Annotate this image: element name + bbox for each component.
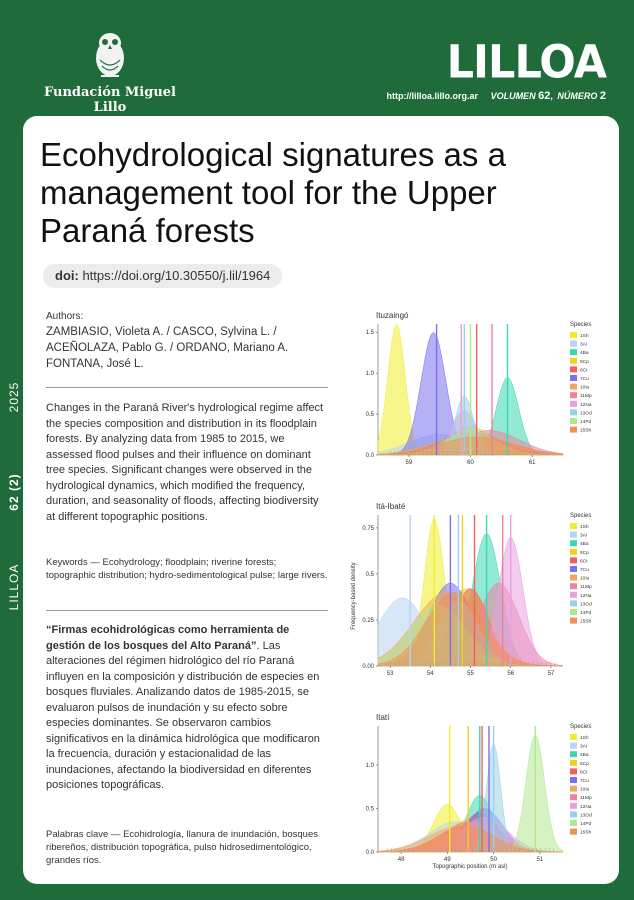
legend-label: 3Ai [580, 342, 587, 348]
issue-number: 2 [599, 90, 606, 102]
x-tick-label: 53 [386, 671, 394, 677]
number-label: NÚMERO [557, 91, 598, 101]
y-tick-label: 0.5 [365, 412, 374, 419]
x-tick-label: 50 [490, 857, 497, 863]
legend-swatch [570, 583, 577, 589]
legend-swatch [570, 618, 577, 624]
y-axis-label: Frequency-based density [351, 562, 357, 630]
legend-label: 6Ct [580, 368, 588, 374]
legend-swatch [570, 392, 577, 398]
doi-badge[interactable] [43, 264, 282, 288]
x-tick-label: 59 [405, 460, 413, 466]
legend-swatch [570, 829, 577, 835]
panel-title: Itá-Ibaté [376, 502, 406, 511]
legend-swatch [570, 600, 577, 606]
legend-swatch [570, 384, 577, 390]
authors-heading: Authors: [46, 311, 84, 322]
legend-swatch [570, 366, 577, 372]
legend-title: Species [570, 322, 592, 328]
journal-url[interactable]: http://lilloa.lillo.org.ar [386, 91, 479, 101]
legend-label: 4Ba [580, 351, 589, 357]
owl-icon [87, 30, 133, 78]
legend-swatch [570, 418, 577, 424]
y-tick-label: 0.5 [365, 571, 374, 578]
x-tick-label: 56 [507, 671, 515, 677]
legend-swatch [570, 803, 577, 809]
legend-label: 5Cp [580, 359, 589, 365]
legend-label: 12Na [580, 402, 592, 408]
x-tick-label: 60 [467, 460, 474, 466]
legend-label: 1Sh [580, 525, 589, 530]
side-issue: 62 (2) [7, 473, 21, 511]
legend-label: 4Ba [580, 753, 589, 759]
legend-label: 6Ct [580, 559, 588, 565]
legend-label: 4Ba [580, 542, 589, 548]
legend-label: 1Sh [580, 334, 589, 339]
panel-1 [366, 311, 592, 466]
legend-label: 3Ai [580, 744, 587, 750]
legend-label: 15Sh [580, 619, 592, 625]
legend-swatch [570, 549, 577, 555]
legend-title: Species [570, 724, 592, 730]
panel-title: Ituzaingó [376, 311, 409, 320]
legend-swatch [570, 592, 577, 598]
legend-label: 7Cu [580, 377, 589, 382]
palabras-text: Ecohidrología, llanura de inundación, bosques ribereños, distribución topográfica, pulso hidrosedimentológico, grandes ríos. [46, 829, 318, 866]
foundation-logo [40, 30, 180, 127]
legend-label: 14Pd [580, 822, 592, 827]
journal-info: http://lilloa.lillo.org.ar VOLUMEN 62, NÚMERO 2 [386, 90, 606, 102]
legend-swatch [570, 557, 577, 563]
legend-swatch [570, 794, 577, 800]
legend-label: 1Sh [580, 736, 589, 741]
resumen-title: “Firmas ecohidrológicas como herramienta de gestión de los bosques del Alto Paraná” [46, 624, 290, 652]
legend-label: 5Cp [580, 550, 589, 556]
journal-logo: LILLOA [446, 36, 606, 90]
legend-swatch [570, 409, 577, 415]
legend-label: 14Pd [580, 611, 592, 616]
legend-swatch [570, 540, 577, 546]
y-tick-label: 0.25 [362, 617, 374, 624]
keywords-label: Keywords [46, 557, 88, 568]
x-tick-label: 48 [397, 857, 405, 863]
y-tick-label: 1.5 [365, 330, 374, 337]
legend-swatch [570, 523, 577, 529]
keywords: Keywords — Ecohydrology; floodplain; riverine forests; topographic distribution; hydro-sedimentological pulse; large rivers. [46, 557, 328, 581]
legend-label: 12Na [580, 804, 592, 810]
legend-swatch [570, 566, 577, 572]
x-tick-label: 55 [467, 671, 474, 677]
resumen [46, 623, 328, 794]
legend-swatch [570, 820, 577, 826]
authors-list: ZAMBIASIO, Violeta A. / CASCO, Sylvina L. / ACEÑOLAZA, Pablo G. / ORDANO, Mariano A. FONTANA, José L. [46, 326, 289, 370]
legend-label: 15Sh [580, 830, 592, 836]
legend-swatch [570, 375, 577, 381]
resumen-text: . Las alteraciones del régimen hidrológico del río Paraná influyen en la composición y distribución de especies en bosques fluviales. Analizando datos de 1985-2015, se evaluaron pulsos de inundación y su efecto sobre especies dominantes. Se observaron cambios significativos en la dinámica hidrológica que modificaron la frecuencia, duración y estacionalidad de las inundaciones, afectando la biodiversidad en diferentes posiciones topográficas. [46, 639, 320, 791]
legend-swatch [570, 777, 577, 783]
y-tick-label: 0.0 [365, 850, 374, 856]
legend-label: 5Cp [580, 761, 589, 767]
side-year: 2025 [7, 381, 21, 413]
legend-label: 13Od [580, 602, 592, 608]
y-tick-label: 0.5 [365, 806, 374, 813]
legend-swatch [570, 768, 577, 774]
legend-swatch [570, 341, 577, 347]
keywords-text: Ecohydrology; floodplain; riverine forests; topographic distribution; hydro-sedimentological pulse; large rivers. [46, 557, 328, 581]
legend-label: 11Mp [580, 585, 592, 591]
legend-label: 7Cu [580, 779, 589, 784]
legend-label: 15Sh [580, 428, 592, 434]
x-tick-label: 51 [536, 857, 544, 863]
volume-number: 62 [538, 90, 551, 102]
x-tick-label: 61 [528, 460, 536, 466]
legend-swatch [570, 349, 577, 355]
journal-header [0, 20, 634, 115]
legend-label: 12Na [580, 593, 592, 599]
legend-swatch [570, 332, 577, 338]
legend-title: Species [570, 513, 592, 519]
article-title: Ecohydrological signatures as a management tool for the Upper Paraná forests [40, 136, 506, 249]
palabras-clave: Palabras clave — Ecohidrología, llanura de inundación, bosques ribereños, distribución topográfica, pulso hidrosedimentológico, grandes ríos. [46, 829, 318, 866]
doi-label: doi: [55, 268, 79, 283]
abstract: Changes in the Paraná River's hydrological regime affect the species composition and distribution in its floodplain forests. By analyzing data from 1985 to 2015, we assessed flood pulses and their influence on dominant tree species. Significant changes were observed in the hydrological dynamics, which modified the frequency, duration, and seasonality of floods, affecting biodiversity at different topographic positions. [46, 402, 324, 523]
panel-title: Itatí [376, 713, 390, 722]
legend-label: 11Mp [580, 796, 592, 802]
legend-label: 10Iu [580, 787, 590, 793]
y-tick-label: 0.00 [362, 664, 374, 670]
legend-label: 10Iu [580, 576, 590, 582]
legend-label: 14Pd [580, 420, 592, 425]
legend-label: 6Ct [580, 770, 588, 776]
x-axis-label: Topographic position (m asl) [432, 864, 508, 870]
palabras-label: Palabras clave [46, 829, 109, 840]
side-journal: LILLOA [7, 563, 21, 611]
y-tick-label: 1.0 [365, 371, 374, 378]
legend-label: 3Ai [580, 533, 587, 539]
legend-swatch [570, 786, 577, 792]
legend-swatch [570, 811, 577, 817]
legend-swatch [570, 609, 577, 615]
legend-label: 10Iu [580, 385, 590, 391]
legend-swatch [570, 401, 577, 407]
legend-label: 11Mp [580, 394, 592, 400]
x-tick-label: 57 [547, 671, 555, 677]
y-tick-label: 0.0 [365, 453, 374, 459]
divider [46, 387, 328, 388]
x-tick-label: 49 [444, 857, 451, 863]
legend-swatch [570, 358, 577, 364]
doi-link[interactable]: https://doi.org/10.30550/j.lil/1964 [82, 268, 271, 283]
legend-label: 13Od [580, 813, 592, 819]
legend-swatch [570, 427, 577, 433]
legend-swatch [570, 751, 577, 757]
panel-2 [362, 502, 592, 677]
x-tick-label: 54 [426, 671, 434, 677]
legend-swatch [570, 575, 577, 581]
foundation-name: Fundación Miguel Lillo [44, 85, 176, 115]
top-border [0, 0, 634, 20]
legend-swatch [570, 734, 577, 740]
density-figure [348, 296, 613, 871]
panel-3 [366, 713, 592, 863]
y-tick-label: 0.75 [362, 525, 374, 532]
legend-swatch [570, 760, 577, 766]
volume-label: VOLUMEN [490, 91, 536, 101]
legend-swatch [570, 743, 577, 749]
legend-label: 13Od [580, 411, 592, 417]
article-card [23, 116, 619, 884]
divider [46, 610, 328, 611]
legend-swatch [570, 532, 577, 538]
y-tick-label: 1.0 [365, 763, 374, 770]
legend-label: 7Cu [580, 568, 589, 573]
